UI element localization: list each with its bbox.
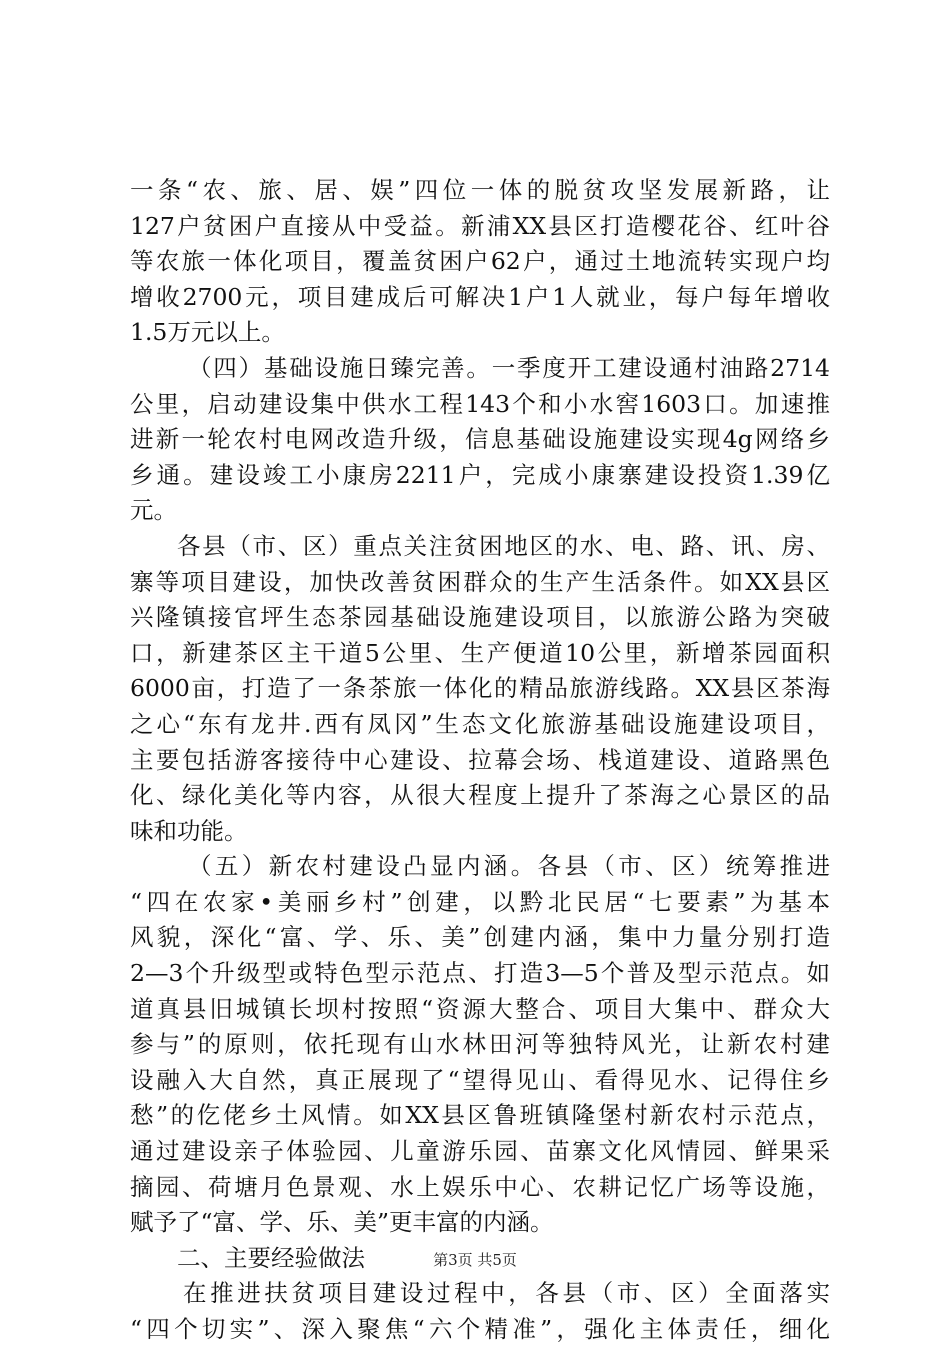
text-line: 增收2700元，项目建成后可解决1户1人就业，每户每年增收 [130, 282, 830, 311]
text-line: 元。 [130, 496, 177, 525]
page-footer: 第3页 共5页 [433, 1251, 517, 1269]
section-heading-5: （五）新农村建设凸显内涵。各县（市、区）统筹推进 [188, 852, 830, 881]
text-line: 主要包括游客接待中心建设、拉幕会场、栈道建设、道路黑色 [130, 745, 830, 774]
text-line: 等农旅一体化项目，覆盖贫困户62户，通过土地流转实现户均 [130, 247, 830, 276]
text-line: 乡通。建设竣工小康房2211户，完成小康寨建设投资1.39亿 [130, 460, 830, 489]
text-line: 愁”的仡佬乡土风情。如XX县区鲁班镇隆堡村新农村示范点， [130, 1101, 830, 1130]
text-line: 1.5万元以上。 [130, 318, 285, 347]
text-line: 化、绿化美化等内容，从很大程度上提升了茶海之心景区的品 [130, 781, 830, 810]
body-text [130, 173, 830, 1348]
text-line: 通过建设亲子体验园、儿童游乐园、苗寨文化风情园、鲜果采 [130, 1137, 830, 1166]
text-line: 进新一轮农村电网改造升级，信息基础设施建设实现4g网络乡 [130, 425, 830, 454]
text-line: 味和功能。 [130, 816, 248, 845]
paragraph-start: 各县（市、区）重点关注贫困地区的水、电、路、讯、房、 [177, 531, 830, 560]
section-heading-2: 二、主要经验做法 [177, 1243, 365, 1272]
text-line: 6000亩，打造了一条茶旅一体化的精品旅游线路。XX县区茶海 [130, 674, 830, 703]
text-line: 兴隆镇接官坪生态茶园基础设施建设项目，以旅游公路为突破 [130, 603, 830, 632]
text-line: 公里，启动建设集中供水工程143个和小水窖1603口。加速推 [130, 389, 830, 418]
text-line: 一条“农、旅、居、娱”四位一体的脱贫攻坚发展新路，让 [130, 176, 830, 204]
text-line: 风貌，深化“富、学、乐、美”创建内涵，集中力量分别打造 [130, 923, 830, 952]
text-line: 寨等项目建设，加快改善贫困群众的生产生活条件。如XX县区 [130, 567, 830, 596]
text-line: 之心“东有龙井.西有凤冈”生态文化旅游基础设施建设项目， [130, 709, 830, 738]
text-line: 2—3个升级型或特色型示范点、打造3—5个普及型示范点。如 [130, 959, 830, 988]
text-line: 口，新建茶区主干道5公里、生产便道10公里，新增茶园面积 [130, 638, 830, 667]
text-line: “四在农家•美丽乡村”创建，以黔北民居“七要素”为基本 [130, 887, 830, 916]
text-line: 道真县旧城镇长坝村按照“资源大整合、项目大集中、群众大 [130, 994, 830, 1023]
paragraph-start: 在推进扶贫项目建设过程中，各县（市、区）全面落实 [183, 1279, 830, 1308]
text-line: 设融入大自然，真正展现了“望得见山、看得见水、记得住乡 [130, 1065, 830, 1094]
text-line: 摘园、荷塘月色景观、水上娱乐中心、农耕记忆广场等设施， [130, 1172, 830, 1201]
text-line: “四个切实”、深入聚焦“六个精准”，强化主体责任，细化 [130, 1315, 830, 1343]
text-line: 参与”的原则，依托现有山水林田河等独特风光，让新农村建 [130, 1030, 830, 1059]
text-line: 127户贫困户直接从中受益。新浦XX县区打造樱花谷、红叶谷 [130, 211, 830, 240]
text-line: 赋予了“富、学、乐、美”更丰富的内涵。 [130, 1208, 554, 1237]
section-heading-4: （四）基础设施日臻完善。一季度开工建设通村油路2714 [188, 353, 830, 382]
